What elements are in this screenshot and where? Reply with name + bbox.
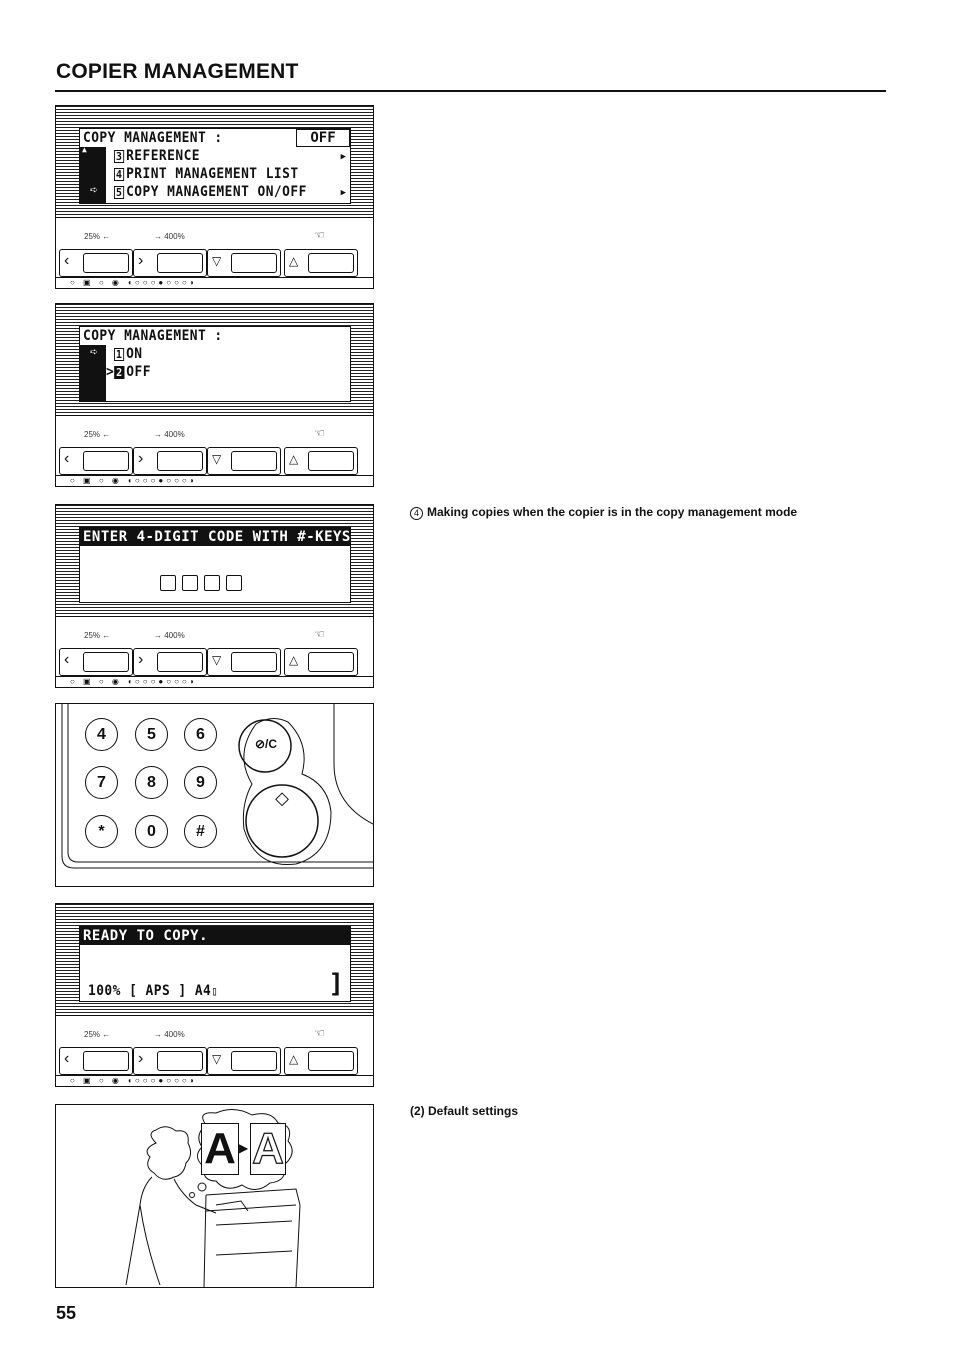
down-key[interactable]: ▽ <box>207 249 281 277</box>
key-9[interactable]: 9 <box>184 766 217 799</box>
up-triangle-icon: ▲ <box>82 145 87 154</box>
lcd-side-bar <box>80 345 106 402</box>
step-number: 4 <box>410 507 423 520</box>
indicator-row: ○ ▣ ○ ◉ ◖○○○●○○○◗ <box>70 278 198 287</box>
page-number: 55 <box>56 1303 77 1323</box>
lcd-display <box>79 527 351 603</box>
menu-item-on-off[interactable]: 5 COPY MANAGEMENT ON/OFF <box>115 184 307 200</box>
left-key[interactable]: ‹ <box>59 447 133 475</box>
caption-step4: 4 Making copies when the copier is in the copy management mode <box>410 505 797 520</box>
key-7[interactable]: 7 <box>85 766 118 799</box>
option-on[interactable]: 1 ON <box>115 346 143 362</box>
up-key[interactable]: △ <box>284 1047 358 1075</box>
menu-item-print-list[interactable]: 4 PRINT MANAGEMENT LIST <box>115 166 299 182</box>
copy-count-cursor: ] <box>328 969 344 999</box>
left-key[interactable]: ‹ <box>59 249 133 277</box>
lcd-side-bar <box>80 147 106 204</box>
original-letter: A <box>201 1123 239 1175</box>
copier-user-illustration <box>55 1104 374 1288</box>
reduce-label: 25% ← <box>84 232 111 241</box>
panel-ready-to-copy <box>55 903 374 1087</box>
option-off[interactable]: > 2 OFF <box>106 364 151 380</box>
hand-icon: ☜ <box>314 1026 325 1040</box>
status-off-box: OFF <box>296 129 350 147</box>
key-asterisk[interactable]: * <box>85 815 118 848</box>
left-key[interactable]: ‹ <box>59 648 133 676</box>
lcd-header: ENTER 4-DIGIT CODE WITH #-KEYS <box>80 528 350 546</box>
control-keys: 25% ← → 400% ☜ ‹ › ▽ △ ○ ▣ ○ ◉ ◖○○○●○○○◗ <box>56 1015 373 1087</box>
panel-copy-management-on-off <box>55 303 374 487</box>
hand-icon: ☜ <box>314 426 325 440</box>
down-key[interactable]: ▽ <box>207 1047 281 1075</box>
page-title: COPIER MANAGEMENT <box>56 60 299 83</box>
menu-item-reference[interactable]: 3 REFERENCE <box>115 148 201 164</box>
stop-clear-key[interactable]: ⊘/C <box>254 737 278 751</box>
start-key-icon[interactable]: ◇ <box>275 788 289 808</box>
panel-copy-management-menu <box>55 105 374 289</box>
lcd-display <box>79 128 351 204</box>
up-key[interactable]: △ <box>284 447 358 475</box>
panel-enter-code <box>55 504 374 688</box>
code-input-boxes[interactable] <box>160 575 242 595</box>
copy-letter: A <box>250 1123 286 1175</box>
right-key[interactable]: › <box>133 1047 207 1075</box>
zoom-value: 100% <box>88 983 121 999</box>
key-hash[interactable]: # <box>184 815 217 848</box>
right-key[interactable]: › <box>133 648 207 676</box>
key-6[interactable]: 6 <box>184 718 217 751</box>
title-rule <box>55 90 886 92</box>
lcd-display <box>79 326 351 402</box>
indicator-row: ○ ▣ ○ ◉ ◖○○○●○○○◗ <box>70 677 198 686</box>
key-8[interactable]: 8 <box>135 766 168 799</box>
up-key[interactable]: △ <box>284 249 358 277</box>
lcd-header: READY TO COPY. <box>80 927 350 945</box>
caption-default-settings: (2) Default settings <box>410 1104 519 1118</box>
indicator-row: ○ ▣ ○ ◉ ◖○○○●○○○◗ <box>70 1076 198 1085</box>
arrow-icon: ▶ <box>239 1141 249 1155</box>
control-keys: 25% ← → 400% ☜ ‹ › ▽ △ ○ ▣ ○ ◉ ◖○○○●○○○◗ <box>56 616 373 688</box>
ready-status-line: 100% [ APS ] A4▯ <box>88 983 219 999</box>
down-key[interactable]: ▽ <box>207 648 281 676</box>
enlarge-label: → 400% <box>154 232 185 241</box>
indicator-row: ○ ▣ ○ ◉ ◖○○○●○○○◗ <box>70 476 198 485</box>
control-keys: 25% ← → 400% ☜ ‹ › ▽ △ ○ ▣ ○ ◉ ◖○○○●○○○◗ <box>56 415 373 487</box>
hand-icon: ☜ <box>314 228 325 242</box>
right-triangle-icon: ▶ <box>340 152 346 162</box>
right-key[interactable]: › <box>133 447 207 475</box>
control-keys <box>56 217 373 289</box>
pointer-arrow-icon: ➪ <box>90 183 98 198</box>
down-key[interactable]: ▽ <box>207 447 281 475</box>
left-key[interactable]: ‹ <box>59 1047 133 1075</box>
key-5[interactable]: 5 <box>135 718 168 751</box>
lcd-title: COPY MANAGEMENT : <box>83 130 223 146</box>
lcd-display <box>79 926 351 1002</box>
hand-icon: ☜ <box>314 627 325 641</box>
numeric-keypad-panel <box>55 703 374 887</box>
pointer-arrow-icon: ➪ <box>90 345 98 360</box>
right-key[interactable]: › <box>133 249 207 277</box>
up-key[interactable]: △ <box>284 648 358 676</box>
lcd-title: COPY MANAGEMENT : <box>83 328 223 344</box>
key-4[interactable]: 4 <box>85 718 118 751</box>
key-0[interactable]: 0 <box>135 815 168 848</box>
paper-mode: APS <box>145 983 171 999</box>
paper-size: A4 <box>194 983 212 999</box>
right-triangle-icon: ▶ <box>340 188 346 198</box>
